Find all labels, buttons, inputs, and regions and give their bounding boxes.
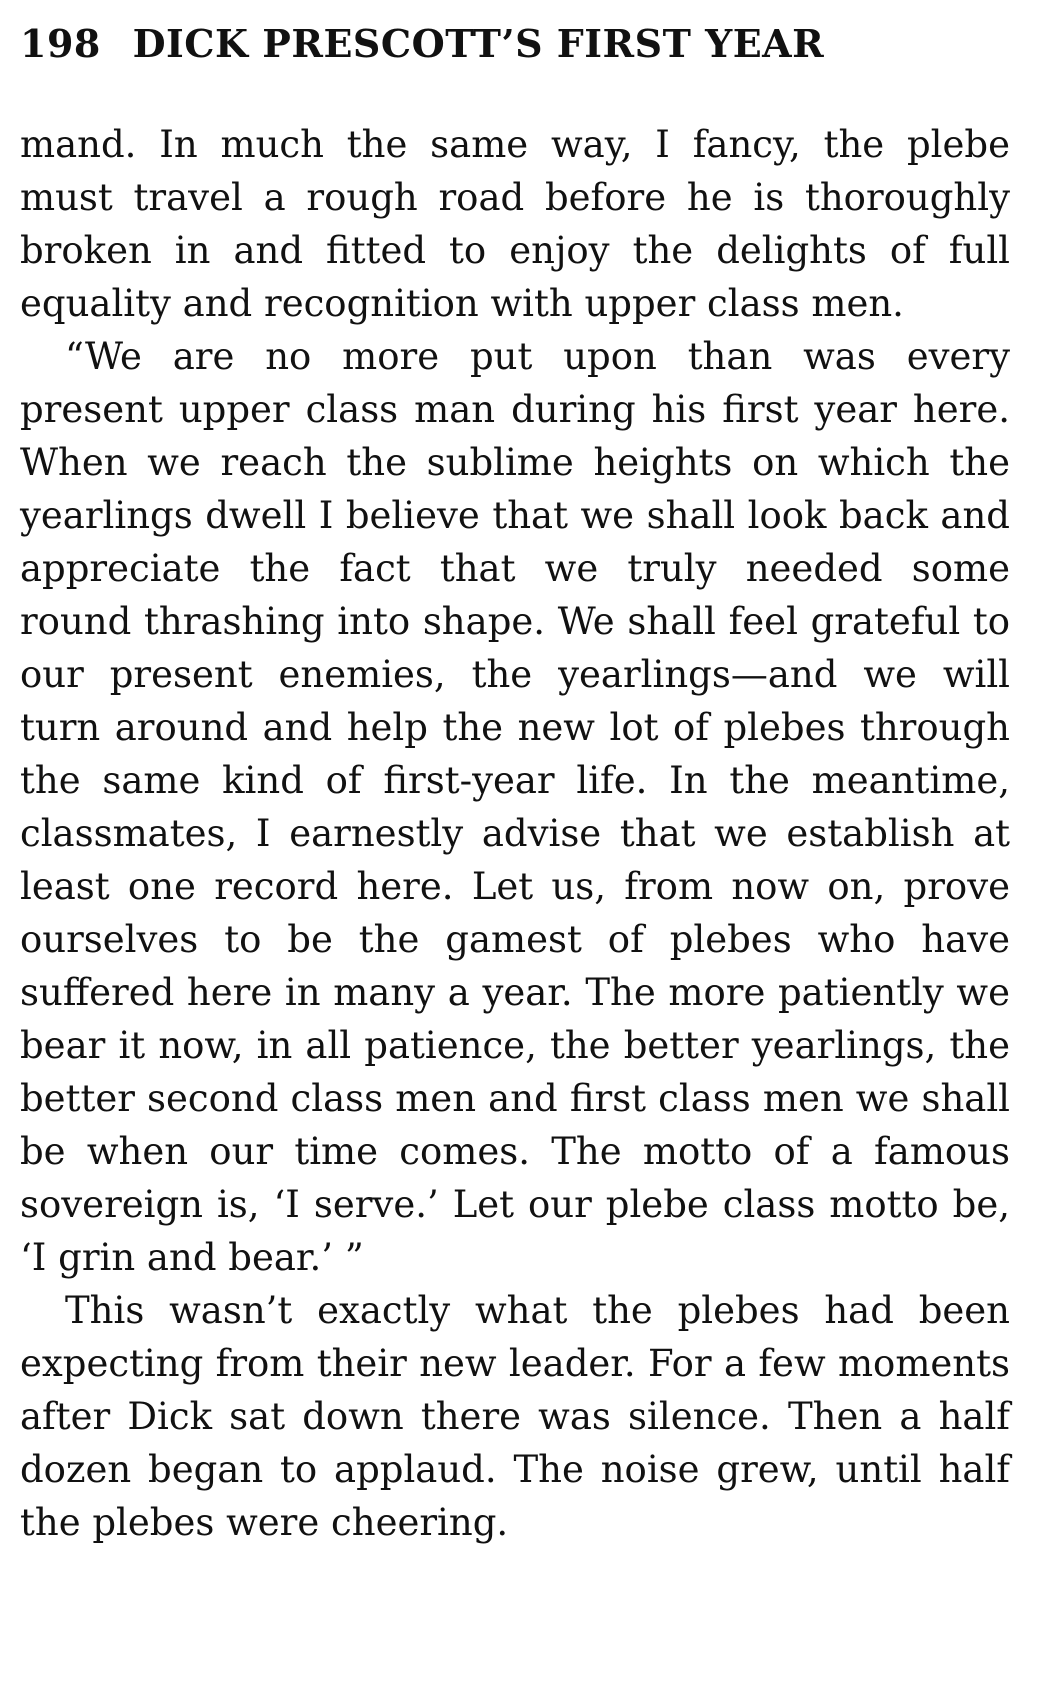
running-head	[20, 14, 1010, 74]
book-page	[20, 14, 1010, 1674]
page-number: 198	[20, 21, 101, 66]
paragraph-narration: This wasn’t exactly what the plebes had been expecting from their new leader. For a few moments after Dick sat down there was silence. Then a half dozen began to applaud. The noise grew, until half the plebes were cheering.	[20, 1289, 1010, 1544]
book-title: DICK PRESCOTT’S FIRST YEAR	[132, 21, 825, 66]
paragraph-continuation: mand. In much the same way, I fancy, the plebe must travel a rough road before he is thoroughly broken in and fitted to enjoy the delights of full equality and recognition with upper class men.	[20, 123, 1010, 325]
paragraph-speech: “We are no more put upon than was every present upper class man during his first year here. When we reach the sublime heights on which the yearlings dwell I believe that we shall look back and appreciate the fact that we truly needed some round thrashing into shape. We shall feel grateful to our present enemies, the yearlings—and we will turn around and help the new lot of plebes through the same kind of first-year life. In the meantime, classmates, I earnestly advise that we establish at least one record here. Let us, from now on, prove ourselves to be the gamest of plebes who have suffered here in many a year. The more patiently we bear it now, in all patience, the better yearlings, the better second class men and first class men we shall be when our time comes. The motto of a famous sovereign is, ‘I serve.’ Let our plebe class motto be, ‘I grin and bear.’ ”	[20, 335, 1010, 1279]
body-text	[20, 118, 1010, 1549]
